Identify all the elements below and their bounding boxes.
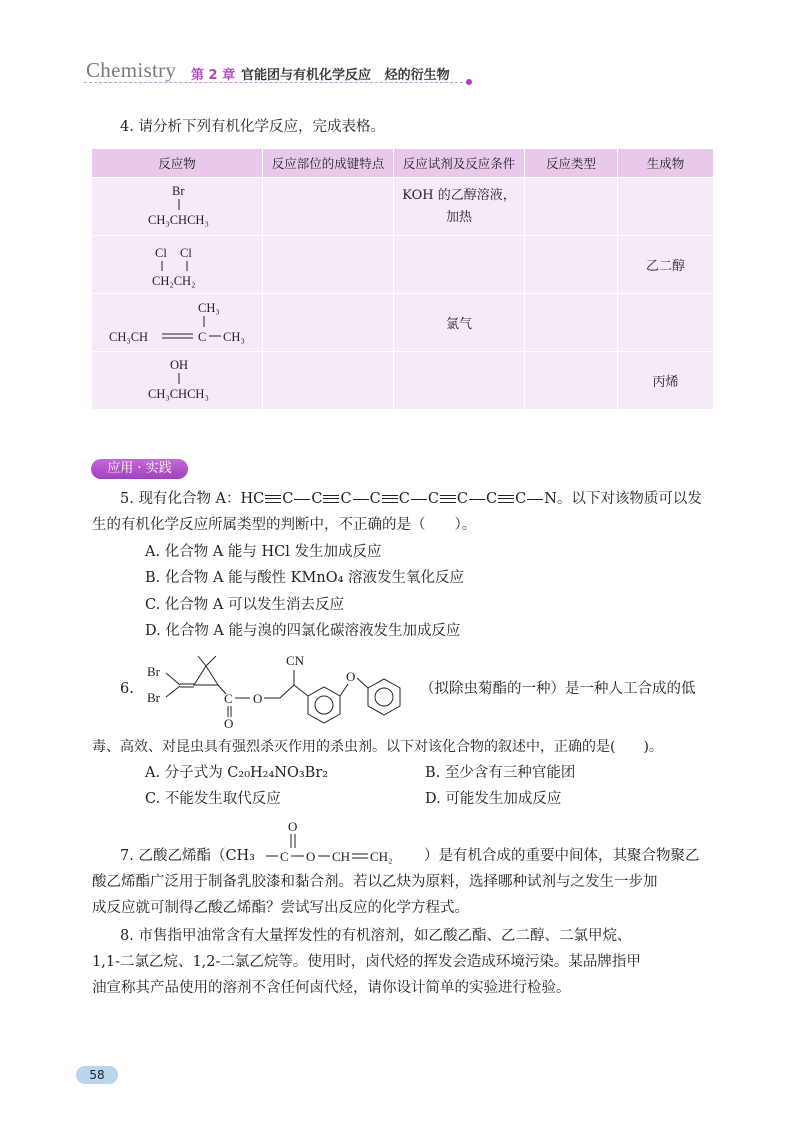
bond-feature-cell xyxy=(263,236,394,294)
product-cell xyxy=(618,178,714,236)
reactant-2-bromopropane xyxy=(122,181,232,233)
q6-number: 6. xyxy=(120,681,134,697)
q7-line3: 成反应就可制得乙酸乙烯酯？尝试写出反应的化学方程式。 xyxy=(92,900,469,916)
table-header-product: 生成物 xyxy=(618,149,714,178)
single-bond xyxy=(469,499,485,500)
product-cell xyxy=(618,294,714,352)
q6-structure xyxy=(140,648,420,730)
structure-atom-label: O xyxy=(346,669,356,684)
formula-atom-label: CH₂ xyxy=(370,849,393,864)
triple-bond xyxy=(498,495,514,503)
reaction-type-cell xyxy=(525,352,618,410)
cyclopropane-ring xyxy=(194,666,218,685)
q5-option-a: A. 化合物 A 能与 HCl 发生加成反应 xyxy=(145,544,382,560)
chain-atom: C xyxy=(282,491,294,507)
reactant-cell xyxy=(92,178,263,236)
table-row xyxy=(92,294,714,352)
reactant-2-propanol xyxy=(122,355,232,407)
benzene-ring-2 xyxy=(368,679,400,715)
reactant-formula-right: CH₃ xyxy=(223,329,245,344)
reaction-type-cell xyxy=(525,236,618,294)
header-brand: Chemistry xyxy=(86,58,177,82)
q4-prompt: 4. 请分析下列有机化学反应，完成表格。 xyxy=(120,119,385,135)
chain-atom: C xyxy=(456,491,469,507)
q8-line3: 油宣称其产品使用的溶剂不含任何卤代烃，请你设计简单的实验进行检验。 xyxy=(92,980,571,996)
chain-atom: C xyxy=(369,491,381,507)
q5-line2: 生的有机化学反应所属类型的判断中，不正确的是（ ）。 xyxy=(92,517,477,533)
bond-line xyxy=(280,685,294,698)
benzene-ring-1 xyxy=(308,687,340,723)
table-header-bond-feature: 反应部位的成键特点 xyxy=(263,149,394,178)
reactant-formula-center: C xyxy=(198,329,207,344)
bond-line xyxy=(294,685,308,696)
chain-atom: C xyxy=(398,491,410,507)
bond-line xyxy=(357,678,368,688)
table-row xyxy=(92,178,714,236)
reactant-formula: CH₃CHCH₃ xyxy=(148,386,209,401)
q7-formula xyxy=(264,818,422,868)
page-number: 58 xyxy=(76,1066,118,1084)
bond-line xyxy=(206,656,216,666)
q5-option-c: C. 化合物 A 可以发生消去反应 xyxy=(145,597,344,613)
formula-atom-label: C xyxy=(280,849,289,864)
q6-option-d: D. 可能发生加成反应 xyxy=(425,791,562,807)
reagent-text: 加热 xyxy=(445,209,472,225)
table-header-reaction-type: 反应类型 xyxy=(525,149,618,178)
structure-atom-label: Br xyxy=(147,690,160,705)
table-row xyxy=(92,352,714,410)
reactant-formula-left: CH₃CH xyxy=(109,329,149,344)
triple-bond xyxy=(382,495,398,503)
structure-atom-label: CN xyxy=(286,653,305,668)
chain-atom: C xyxy=(486,491,498,507)
reactant-cell xyxy=(92,294,263,352)
q8-line1: 8. 市售指甲油常含有大量挥发性的有机溶剂，如乙酸乙酯、乙二醇、二氯甲烷、 xyxy=(120,928,632,944)
header-title: 官能团与有机化学反应 烃的衍生物 xyxy=(241,68,450,83)
reaction-table xyxy=(91,148,714,410)
formula-atom-label: O xyxy=(288,819,298,834)
chain-atom: C xyxy=(311,491,323,507)
chain-atom: C xyxy=(515,491,527,507)
q5-chain xyxy=(264,489,557,509)
chain-atom: C xyxy=(340,491,352,507)
reactant-atom-label: Cl xyxy=(180,245,192,260)
single-bond xyxy=(527,499,543,500)
single-bond xyxy=(294,499,310,500)
reaction-type-cell xyxy=(525,178,618,236)
bond-line xyxy=(166,673,180,685)
q7-line2: 酸乙烯酯广泛用于制备乳胶漆和黏合剂。若以乙炔为原料，选择哪种试剂与之发生一步加 xyxy=(92,874,658,890)
reactant-cell xyxy=(92,352,263,410)
reactant-atom-label: CH₃ xyxy=(198,300,220,315)
bond-line xyxy=(198,656,206,666)
formula-atom-label: O xyxy=(306,849,316,864)
q6-option-b: B. 至少含有三种官能团 xyxy=(425,765,576,781)
formula-atom-label: CH xyxy=(332,849,351,864)
triple-bond xyxy=(440,495,456,503)
header-rule xyxy=(84,82,468,83)
section-tag-application-practice: 应用 · 实践 xyxy=(91,459,188,479)
triple-bond xyxy=(265,495,281,503)
q7-text-pre: 7. 乙酸乙烯酯（CH₃ xyxy=(120,848,255,864)
q6-option-a: A. 分子式为 C₂₀H₂₄NO₃Br₂ xyxy=(145,765,329,781)
q5-option-b: B. 化合物 A 能与酸性 KMnO₄ 溶液发生氧化反应 xyxy=(145,570,464,586)
chain-atom: N xyxy=(544,491,557,507)
reactant-1-2-dichloroethane xyxy=(122,239,232,291)
q6-line1: （拟除虫菊酯的一种）是一种人工合成的低 xyxy=(420,681,696,697)
bond-feature-cell xyxy=(263,178,394,236)
structure-atom-label: O xyxy=(253,691,263,706)
bond-feature-cell xyxy=(263,294,394,352)
q5-text-post: 。以下对该物质可以发 xyxy=(556,491,702,507)
table-row xyxy=(92,236,714,294)
q5-text-pre: 5. 现有化合物 A：HC xyxy=(120,491,265,507)
reagent-cell: 氯气 xyxy=(394,294,525,352)
table-header-row xyxy=(92,149,714,178)
bond-line xyxy=(166,686,180,697)
reactant-formula: CH₂CH₂ xyxy=(152,273,196,288)
header-dot xyxy=(466,79,472,85)
triple-bond xyxy=(323,495,339,503)
q5-line1 xyxy=(120,489,702,509)
reagent-cell xyxy=(394,178,525,236)
reactant-atom-label: Br xyxy=(172,183,185,198)
reactant-atom-label: Cl xyxy=(155,245,167,260)
product-cell: 丙烯 xyxy=(618,352,714,410)
structure-atom-label: C xyxy=(224,691,233,706)
structure-atom-label: Br xyxy=(147,664,160,679)
table-header-reagent: 反应试剂及反应条件 xyxy=(394,149,525,178)
q8-line2: 1,1-二氯乙烷、1,2-二氯乙烷等。使用时，卤代烃的挥发会造成环境污染。某品牌指甲 xyxy=(92,954,641,970)
reagent-cell xyxy=(394,236,525,294)
reactant-2-methyl-2-butene xyxy=(107,297,247,349)
reactant-formula: CH₃CHCH₃ xyxy=(148,212,209,227)
bond-line xyxy=(340,684,348,696)
reagent-cell xyxy=(394,352,525,410)
single-bond xyxy=(411,499,427,500)
structure-atom-label: O xyxy=(224,716,234,730)
q7-text-post: ）是有机合成的重要中间体，其聚合物聚乙 xyxy=(424,848,700,864)
benzene-ring-1-inner xyxy=(315,696,333,714)
product-cell: 乙二醇 xyxy=(618,236,714,294)
q5-option-d: D. 化合物 A 能与溴的四氯化碳溶液发生加成反应 xyxy=(145,623,461,639)
reactant-atom-label: OH xyxy=(170,357,189,372)
reaction-type-cell xyxy=(525,294,618,352)
single-bond xyxy=(353,499,369,500)
reagent-text: KOH 的乙醇溶液， xyxy=(402,187,516,203)
chain-atom: C xyxy=(427,491,439,507)
reactant-cell xyxy=(92,236,263,294)
header-chapter: 第 2 章 xyxy=(191,68,236,83)
table-header-reactant: 反应物 xyxy=(92,149,263,178)
bond-feature-cell xyxy=(263,352,394,410)
q6-line2: 毒、高效、对昆虫具有强烈杀灭作用的杀虫剂。以下对该化合物的叙述中，正确的是( )。 xyxy=(92,739,663,755)
q6-option-c: C. 不能发生取代反应 xyxy=(145,791,281,807)
benzene-ring-2-inner xyxy=(375,688,393,706)
